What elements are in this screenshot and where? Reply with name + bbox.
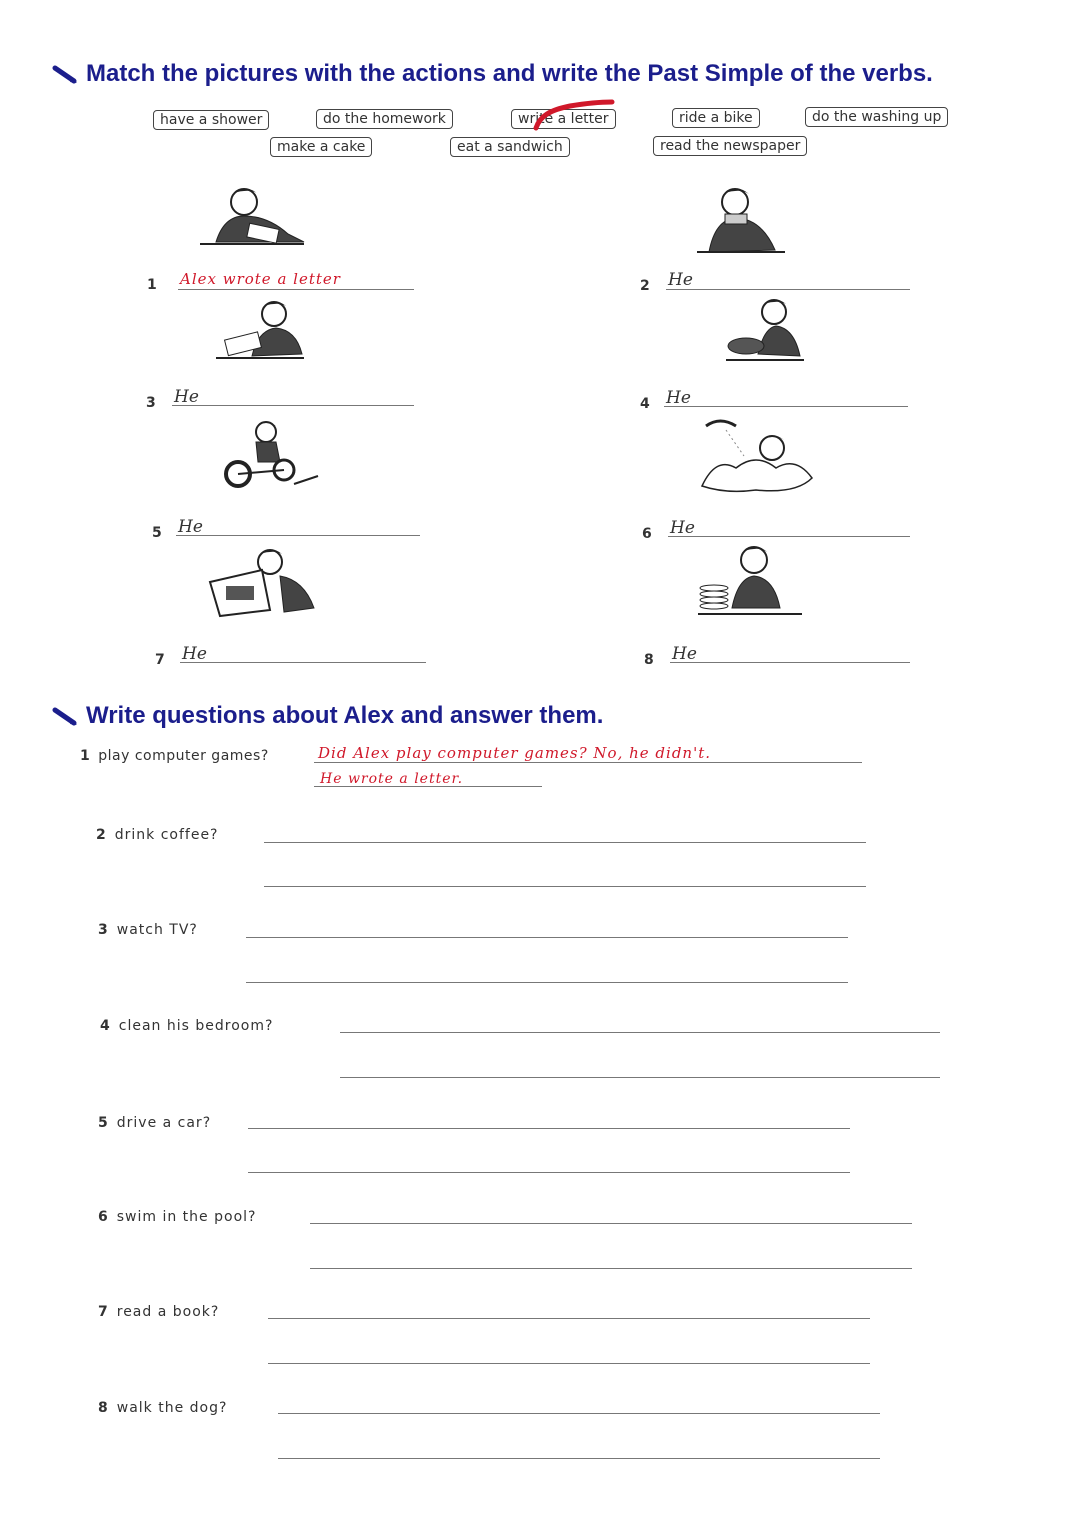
question-4 (100, 1018, 273, 1034)
question-text-1: play computer games? (98, 748, 269, 764)
question-line-7a[interactable] (268, 1318, 870, 1319)
section1-heading (52, 60, 933, 88)
item-answer-5: He (178, 517, 203, 537)
chip-do-the-homework: do the homework (316, 109, 453, 129)
question-number-5: 5 (98, 1115, 109, 1131)
question-text-6: swim in the pool? (116, 1209, 257, 1225)
chip-read-the-newspaper: read the newspaper (653, 136, 807, 156)
question-8 (98, 1400, 227, 1416)
question-3 (98, 922, 198, 938)
item-answer-8: He (672, 644, 697, 664)
item-number-1: 1 (147, 277, 157, 293)
question-line-5a[interactable] (248, 1128, 850, 1129)
item-answer-7: He (182, 644, 207, 664)
picture-riding-bike (218, 418, 322, 492)
question-line-6a[interactable] (310, 1223, 912, 1224)
answer-line-1[interactable] (178, 289, 414, 290)
question-answer-1b: He wrote a letter. (320, 771, 464, 787)
question-number-4: 4 (100, 1018, 111, 1034)
answer-line-3[interactable] (172, 405, 414, 406)
question-number-7: 7 (98, 1304, 109, 1320)
section2-title: Write questions about Alex and answer them. (86, 702, 604, 729)
question-line-8a[interactable] (278, 1413, 880, 1414)
answer-line-6[interactable] (668, 536, 910, 537)
item-answer-6: He (670, 518, 695, 538)
question-text-5: drive a car? (116, 1115, 212, 1131)
red-strike-mark (530, 98, 616, 132)
picture-having-shower (696, 416, 816, 494)
picture-washing-up (694, 542, 806, 620)
question-text-8: walk the dog? (116, 1400, 228, 1416)
question-line-2b[interactable] (264, 886, 866, 887)
chip-write-a-letter: write a letter (511, 109, 616, 129)
answer-line-5[interactable] (176, 535, 420, 536)
question-answer-1a: Did Alex play computer games? No, he didn't. (318, 744, 712, 762)
chip-make-a-cake: make a cake (270, 137, 372, 157)
item-number-8: 8 (644, 652, 654, 668)
item-number-3: 3 (146, 395, 156, 411)
pencil-icon (52, 706, 78, 726)
question-line-3b[interactable] (246, 982, 848, 983)
item-number-7: 7 (155, 652, 165, 668)
question-line-1b[interactable] (314, 786, 542, 787)
question-number-6: 6 (98, 1209, 109, 1225)
picture-reading-newspaper (206, 546, 322, 618)
question-6 (98, 1209, 256, 1225)
picture-eating-sandwich (695, 182, 787, 254)
question-line-2a[interactable] (264, 842, 866, 843)
answer-line-7[interactable] (180, 662, 426, 663)
picture-writing-letter (196, 182, 308, 252)
answer-line-4[interactable] (664, 406, 908, 407)
question-line-3a[interactable] (246, 937, 848, 938)
question-line-4b[interactable] (340, 1077, 940, 1078)
question-text-2: drink coffee? (114, 827, 219, 843)
question-line-6b[interactable] (310, 1268, 912, 1269)
chip-have-a-shower: have a shower (153, 110, 269, 130)
question-number-2: 2 (96, 827, 107, 843)
question-number-3: 3 (98, 922, 109, 938)
question-text-7: read a book? (116, 1304, 220, 1320)
item-number-6: 6 (642, 526, 652, 542)
chip-ride-a-bike: ride a bike (672, 108, 760, 128)
item-number-4: 4 (640, 396, 650, 412)
question-5 (98, 1115, 211, 1131)
answer-line-2[interactable] (666, 289, 910, 290)
question-line-1a[interactable] (314, 762, 862, 763)
question-number-1: 1 (80, 748, 91, 764)
picture-making-cake (724, 296, 806, 364)
pencil-icon (52, 64, 78, 84)
question-line-7b[interactable] (268, 1363, 870, 1364)
question-number-8: 8 (98, 1400, 109, 1416)
question-text-3: watch TV? (116, 922, 198, 938)
question-line-8b[interactable] (278, 1458, 880, 1459)
item-number-5: 5 (152, 525, 162, 541)
question-2 (96, 827, 219, 843)
question-text-4: clean his bedroom? (118, 1018, 274, 1034)
item-answer-2: He (668, 270, 693, 290)
item-answer-4: He (666, 388, 691, 408)
item-answer-1: Alex wrote a letter (180, 270, 341, 288)
question-1 (80, 748, 269, 764)
picture-doing-homework (212, 298, 306, 362)
question-7 (98, 1304, 219, 1320)
chip-eat-a-sandwich: eat a sandwich (450, 137, 570, 157)
question-line-5b[interactable] (248, 1172, 850, 1173)
chip-do-the-washing-up: do the washing up (805, 107, 948, 127)
answer-line-8[interactable] (670, 662, 910, 663)
question-line-4a[interactable] (340, 1032, 940, 1033)
section2-heading (52, 702, 603, 730)
item-number-2: 2 (640, 278, 650, 294)
item-answer-3: He (174, 387, 199, 407)
section1-title: Match the pictures with the actions and write the Past Simple of the verbs. (86, 60, 933, 87)
